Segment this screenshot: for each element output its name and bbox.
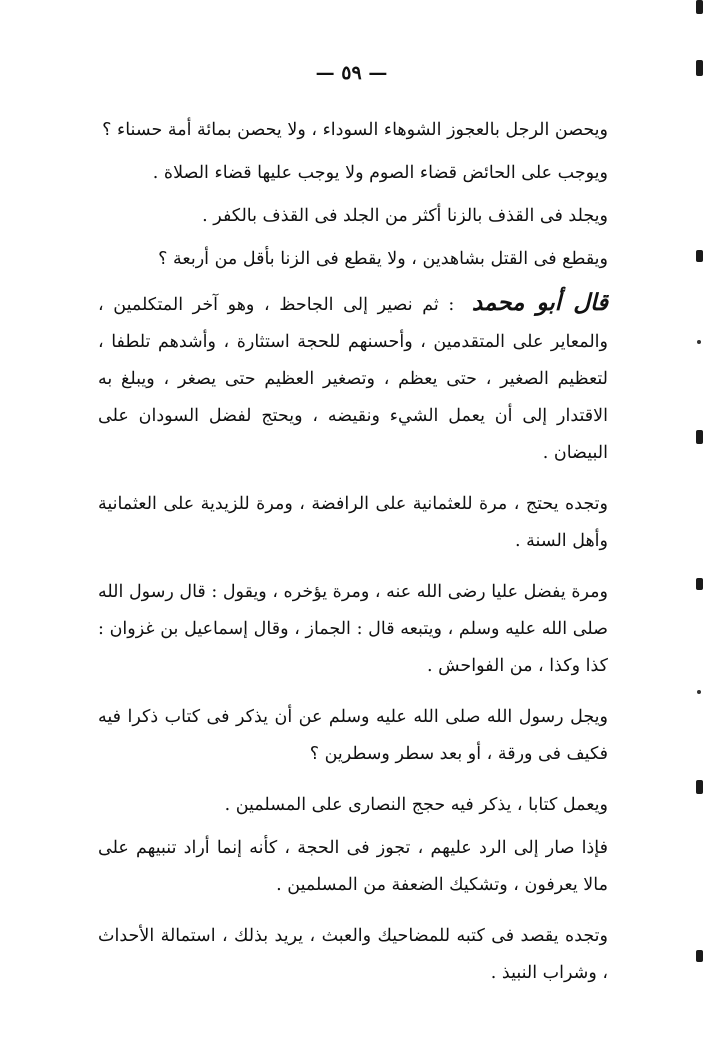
paragraph-1: ويحصن الرجل بالعجوز الشوهاء السوداء ، ولا يحصن بمائة أمة حسناء ؟ xyxy=(102,120,608,140)
paragraph-10: فإذا صار إلى الرد عليهم ، تجوز فى الحجة ، كأنه إنما أراد تنبيهم على مالا يعرفون ، وتشكيك الضعفة من المسلمين . xyxy=(98,838,608,895)
edge-mark-5 xyxy=(696,578,703,590)
edge-mark-2 xyxy=(696,60,703,76)
paragraph-9: ويعمل كتابا ، يذكر فيه حجج النصارى على المسلمين . xyxy=(224,795,608,815)
page-number: — ٥٩ — xyxy=(315,62,388,84)
page-text xyxy=(98,112,608,1006)
paragraph-7: ومرة يفضل عليا رضى الله عنه ، ومرة يؤخره ، ويقول : قال رسول الله صلى الله عليه وسلم ، ويتبعه قال : الجماز ، وقال إسماعيل بن غزوان : كذا وكذا ، من الفواحش . xyxy=(98,582,608,676)
edge-mark-1 xyxy=(696,0,703,14)
paragraph-11: وتجده يقصد فى كتبه للمضاحيك والعبث ، يريد بذلك ، استمالة الأحداث ، وشراب النبيذ . xyxy=(98,926,608,983)
paragraph-5 xyxy=(98,284,608,472)
edge-dot-2 xyxy=(697,690,701,694)
paragraph-2: ويوجب على الحائض قضاء الصوم ولا يوجب عليها قضاء الصلاة . xyxy=(152,163,608,183)
edge-dot-1 xyxy=(697,340,701,344)
edge-mark-6 xyxy=(696,780,703,794)
paragraph-4: ويقطع فى القتل بشاهدين ، ولا يقطع فى الزنا بأقل من أربعة ؟ xyxy=(158,249,608,269)
edge-mark-4 xyxy=(696,430,703,444)
edge-mark-7 xyxy=(696,950,703,962)
speaker-heading: قال أبو محمد xyxy=(471,289,608,316)
paragraph-5-body: : ثم نصير إلى الجاحظ ، وهو آخر المتكلمين ، والمعاير على المتقدمين ، وأحسنهم للحجة استثارة ، وأشدهم تلطفا ، لتعظيم الصغير ، حتى يعظم ، وتصغير العظيم حتى يصغر ، ويبلغ به الاقتدار إلى أن يعمل الشيء ونقيضه ، ويحتج لفضل السودان على البيضان . xyxy=(98,295,608,463)
paragraph-6: وتجده يحتج ، مرة للعثمانية على الرافضة ، ومرة للزيدية على العثمانية وأهل السنة . xyxy=(98,494,608,551)
paragraph-8: ويجل رسول الله صلى الله عليه وسلم عن أن يذكر فى كتاب ذكرا فيه فكيف فى ورقة ، أو بعد سطر وسطرين ؟ xyxy=(98,707,608,764)
edge-mark-3 xyxy=(696,250,703,262)
paragraph-3: ويجلد فى القذف بالزنا أكثر من الجلد فى القذف بالكفر . xyxy=(202,206,608,226)
